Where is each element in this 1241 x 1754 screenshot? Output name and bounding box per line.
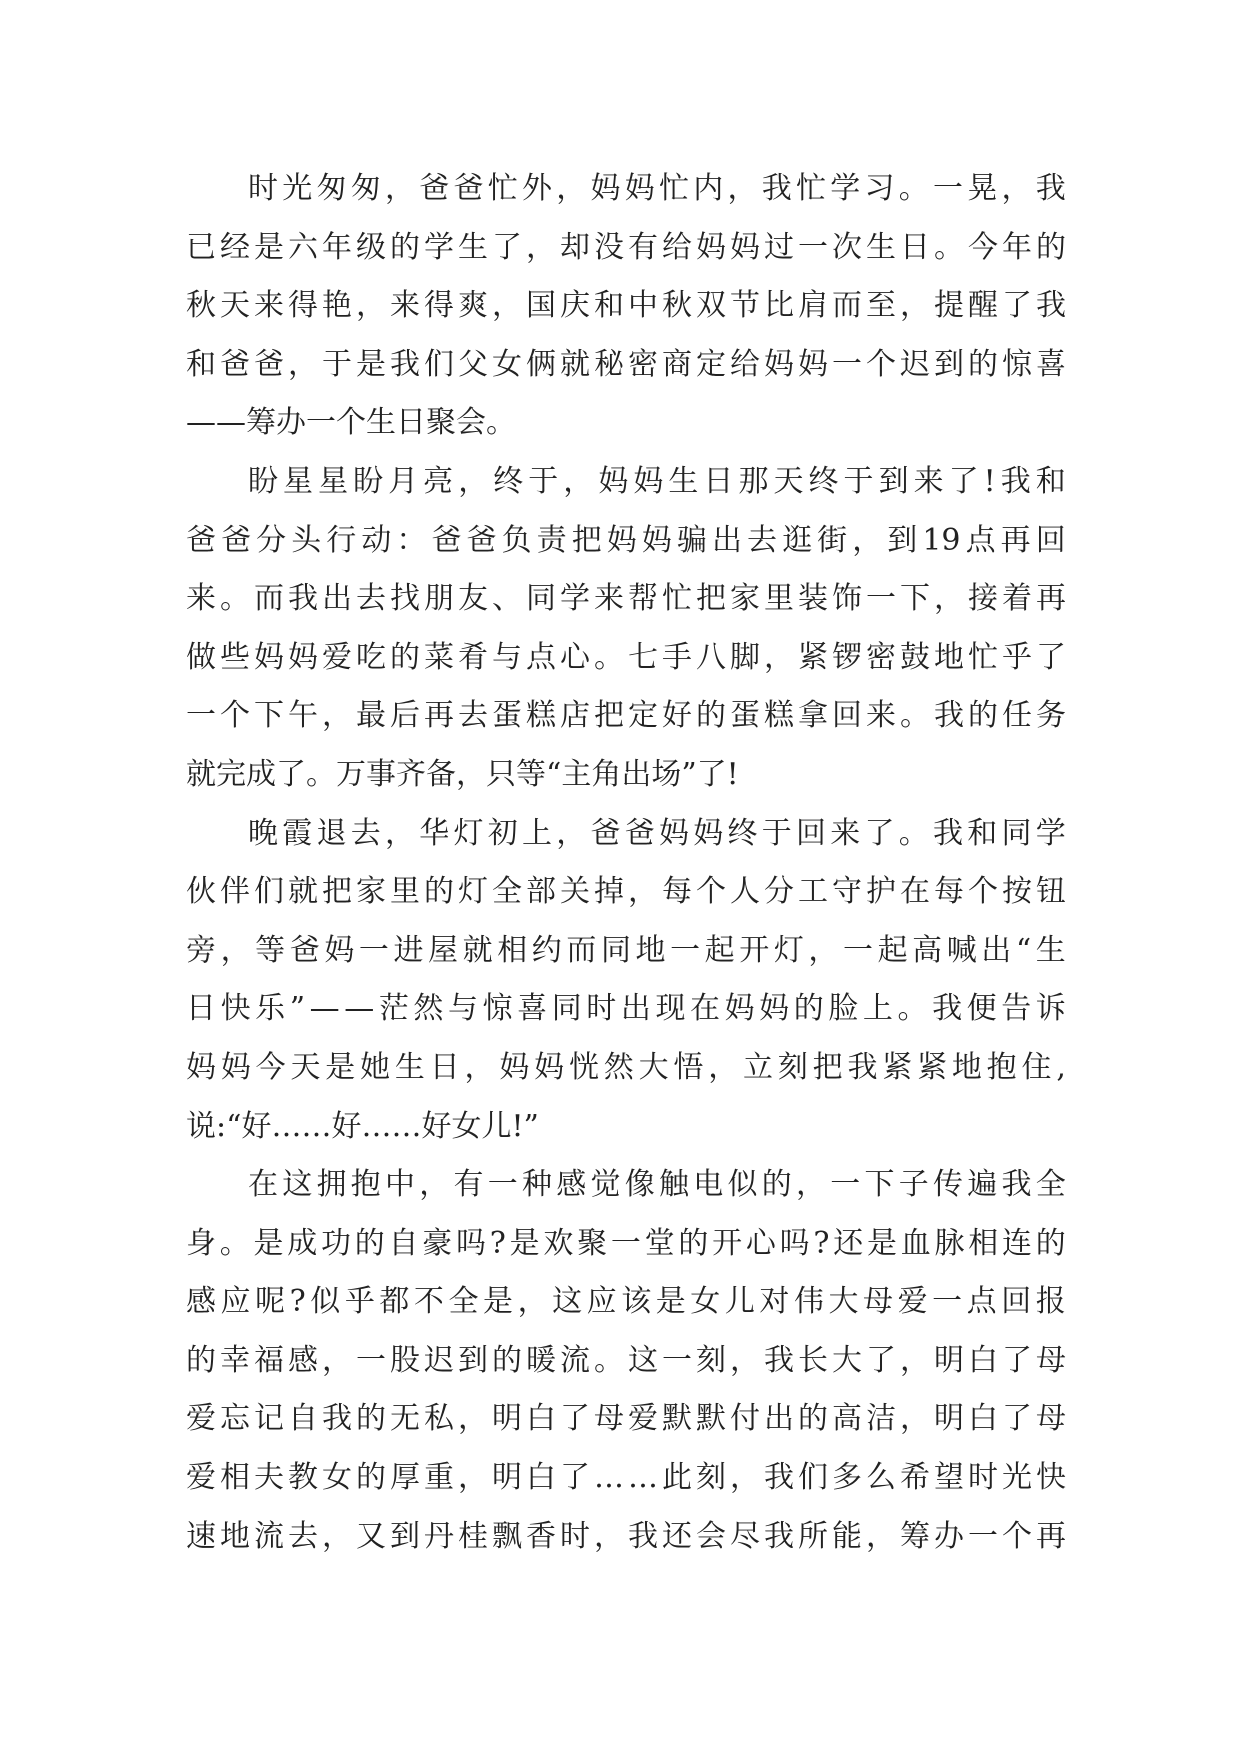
text-line: 时 光 匆 匆 ， 爸 爸 忙 外 ， 妈 妈 忙 内 ， 我 忙 学 习 。 一 晃 ， 我 [248,171,1066,206]
text-line: 旁 ， 等 爸 妈 一 进 屋 就 相 约 而 同 地 一 起 开 灯 ， 一 起 高 喊 出 “ 生 [186,932,1066,968]
text-line: 已 经 是 六 年 级 的 学 生 了 ， 却 没 有 给 妈 妈 过 一 次 生 日 。 今 年 的 [186,229,1066,265]
text-line: 妈 妈 今 天 是 她 生 日 ， 妈 妈 恍 然 大 悟 ， 立 刻 把 我 紧 紧 地 抱 住 , [186,1049,1066,1085]
text-line: 速 地 流 去 ， 又 到 丹 桂 飘 香 时 ， 我 还 会 尽 我 所 能 ， 筹 办 一 个 再 [186,1518,1066,1554]
text-line: 的 幸 福 感 ， 一 股 迟 到 的 暖 流 。 这 一 刻 ， 我 长 大 了 ， 明 白 了 母 [186,1342,1066,1378]
text-line: 在 这 拥 抱 中 ， 有 一 种 感 觉 像 触 电 似 的 ， 一 下 子 传 遍 我 全 [248,1167,1066,1203]
text-line: 晚 霞 退 去 ， 华 灯 初 上 ， 爸 爸 妈 妈 终 于 回 来 了 。 我 和 同 学 [248,815,1066,851]
text-line: 就完成了。万事齐备，只等“主角出场”了! [186,756,739,792]
text-line: ——筹办一个生日聚会。 [186,405,516,441]
text-line: 爱 忘 记 自 我 的 无 私 ， 明 白 了 母 爱 默 默 付 出 的 高 洁 ， 明 白 了 母 [186,1401,1066,1437]
text-line: 伙 伴 们 就 把 家 里 的 灯 全 部 关 掉 ， 每 个 人 分 工 守 护 在 每 个 按 钮 [186,874,1066,910]
text-line: 盼 星 星 盼 月 亮 ， 终 于 ， 妈 妈 生 日 那 天 终 于 到 来 了 ! 我 和 [248,463,1066,499]
text-line: 日 快 乐 ” — — 茫 然 与 惊 喜 同 时 出 现 在 妈 妈 的 脸 上 。 我 便 告 诉 [186,991,1066,1027]
text-line: 爸 爸 分 头 行 动 ： 爸 爸 负 责 把 妈 妈 骗 出 去 逛 街 ， 到 19 点 再 回 [186,522,1066,558]
text-line: 身 。 是 成 功 的 自 豪 吗 ? 是 欢 聚 一 堂 的 开 心 吗 ? 还 是 血 脉 相 连 的 [186,1225,1066,1261]
text-line: 一 个 下 午 ， 最 后 再 去 蛋 糕 店 把 定 好 的 蛋 糕 拿 回 来 。 我 的 任 务 [186,698,1066,734]
text-line: 和 爸 爸 ， 于 是 我 们 父 女 俩 就 秘 密 商 定 给 妈 妈 一 个 迟 到 的 惊 喜 [186,346,1066,382]
text-line: 做 些 妈 妈 爱 吃 的 菜 肴 与 点 心 。 七 手 八 脚 ， 紧 锣 密 鼓 地 忙 乎 了 [186,639,1066,675]
document-body [186,160,1066,1566]
text-line: 来 。 而 我 出 去 找 朋 友 、 同 学 来 帮 忙 把 家 里 装 饰 一 下 ， 接 着 再 [186,581,1066,617]
text-line: 说:“好……好……好女儿!” [186,1108,539,1144]
text-line: 感 应 呢 ? 似 乎 都 不 全 是 ， 这 应 该 是 女 儿 对 伟 大 母 爱 一 点 回 报 [186,1284,1066,1320]
text-line: 爱 相 夫 教 女 的 厚 重 ， 明 白 了 … … 此 刻 ， 我 们 多 么 希 望 时 光 快 [186,1460,1066,1496]
text-line: 秋 天 来 得 艳 ， 来 得 爽 ， 国 庆 和 中 秋 双 节 比 肩 而 至 ， 提 醒 了 我 [186,288,1066,324]
